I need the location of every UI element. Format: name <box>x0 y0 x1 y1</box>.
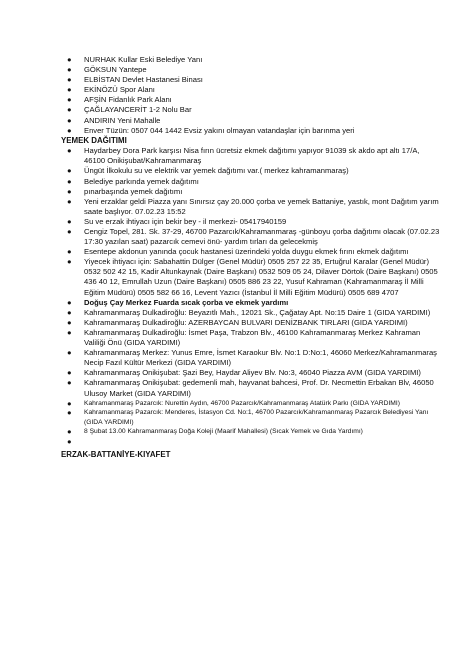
bullet-icon: ● <box>67 227 72 236</box>
bullet-icon: ● <box>67 176 72 186</box>
bullet-icon: ● <box>67 95 72 105</box>
list-item: ● AFŞİN Fidanlık Park Alanı <box>67 95 172 105</box>
bullet-icon: ● <box>67 408 72 418</box>
bullet-icon: ● <box>67 297 72 307</box>
bullet-icon: ● <box>67 55 72 64</box>
list-item: ● GÖKSUN Yantepe <box>67 65 147 75</box>
bullet-icon: ● <box>67 436 72 446</box>
list-item: ● Belediye parkında yemek dağıtımı <box>67 176 199 186</box>
bullet-icon: ● <box>67 378 72 388</box>
yemek-list <box>56 146 440 446</box>
list-item: ● Kahramanmaraş Onikişubat: Şazi Bey, Haydar Aliyev Blv. No:3, 46040 Piazza AVM (GIDA YARDIMI) <box>67 368 421 378</box>
bullet-icon: ● <box>67 146 72 156</box>
list-item: ● Esentepe akdonun yanında çocuk hastanesi üzerindeki yolda duygu ekmek fırını ekmek dağıtımı <box>67 247 409 257</box>
list-item: ● ÇAĞLAYANCERİT 1-2 Nolu Bar <box>67 105 192 115</box>
list-item: ● Doğuş Çay Merkez Fuarda sıcak çorba ve ekmek yardımı <box>67 297 289 307</box>
list-item: ● ANDIRIN Yeni Mahalle <box>67 115 161 125</box>
list-item: ● Kahramanmaraş Pazarcık: Nurettin Aydın, 46700 Pazarcık/Kahramanmaraş Atatürk Parkı (GIDA YARDIMI) <box>67 398 400 408</box>
list-item: ● Kahramanmaraş Dulkadiroğlu: Beyazıtlı Mah., 12021 Sk., Çağatay Apt. No:15 Daire 1 (GIDA YARDIMI) <box>67 307 431 317</box>
bullet-icon: ● <box>67 368 72 378</box>
list-item: ● 8 Şubat 13.00 Kahramanmaraş Doğa Koleji (Maarif Mahallesi) (Sıcak Yemek ve Gıda Yardımı) <box>67 427 363 437</box>
bullet-icon: ● <box>67 85 72 95</box>
list-item: ● EKİNÖZÜ Spor Alanı <box>67 85 155 95</box>
bullet-icon: ● <box>67 257 72 267</box>
bullet-icon: ● <box>67 317 72 327</box>
bullet-icon: ● <box>67 348 72 358</box>
list-item: ● Yiyecek ihtiyacı için: Sabahattin Dülger (Genel Müdür) 0505 257 22 35, Ertuğrul Karalar (Genel Müdür) 0532 502 42 15, Kadir Altunkaynak (Daire Başkanı) 0532 509 05 24, Dilaver Dörtok (Daire Başkanı) 0505 436 40 12, Emrullah Uzun (Daire Başkanı) 0505 886 23 22, Yusuf Kahraman (Kahramanmaraş İl Milli Eğitim Müdürü) 0505 582 66 16, Levent Yazıcı (İstanbul İl Milli Eğitim Müdürü) 0505 689 4707 <box>67 257 438 297</box>
bullet-icon: ● <box>67 196 72 206</box>
bullet-icon: ● <box>67 307 72 317</box>
bullet-icon: ● <box>67 75 72 85</box>
bullet-icon: ● <box>67 105 72 115</box>
list-item: ● Yeni erzaklar geldi Piazza yanı Sınırsız çay 20.000 çorba ve yemek Battaniye, yastık, mont Dağıtım yarım saate başlıyor. 07.02.23 15:52 <box>67 196 439 216</box>
list-item: ● Kahramanmaraş Onikişubat: gedemenli mah, hayvanat bahcesi, Prof. Dr. Necmettin Erbakan Blv, 46050 Ulusoy Market (GIDA YARDIMI) <box>67 378 434 398</box>
bullet-icon: ● <box>67 327 72 337</box>
bullet-icon: ● <box>67 65 72 75</box>
bullet-icon: ● <box>67 125 72 135</box>
list-item: ● Üngüt İlkokulu su ve elektrik var yemek dağıtımı var.( merkez kahramanmaraş) <box>67 166 349 176</box>
list-item: ● NURHAK Kullar Eski Belediye Yanı <box>67 55 203 64</box>
list-item: ● Kahramanmaraş Dulkadiroğlu: AZERBAYCAN BULVARI DENİZBANK TIRLARI (GIDA YARDIMI) <box>67 317 408 327</box>
list-item: ● ELBİSTAN Devlet Hastanesi Binası <box>67 75 203 85</box>
list-item: ● Su ve erzak ihtiyacı için bekir bey - il merkezi- 05417940159 <box>67 216 287 226</box>
section-heading-yemek: YEMEK DAĞITIMI <box>61 135 127 145</box>
bullet-icon: ● <box>67 398 72 408</box>
bullet-icon: ● <box>67 427 72 437</box>
list-item: ● Kahramanmaraş Dulkadiroğlu: İsmet Paşa, Trabzon Blv., 46100 Kahramanmaraş Merkez Kahraman Valiliği Önü (GIDA YARDIMI) <box>67 327 421 348</box>
bullet-icon: ● <box>67 186 72 196</box>
bullet-icon: ● <box>67 247 72 257</box>
bullet-icon: ● <box>67 115 72 125</box>
section-heading-erzak: ERZAK-BATTANİYE-KIYAFET <box>61 449 171 459</box>
bullet-icon: ● <box>67 166 72 176</box>
list-item: ● Cengiz Topel, 281. Sk. 37-29, 46700 Pazarcık/Kahramanmaraş -günboyu çorba dağıtımı olacak (07.02.23 17:30 yazılan saat) pazarcık cemevi önü- yardım tırları da gelecekmiş <box>67 227 440 247</box>
list-item: ● Kahramanmaraş Merkez: Yunus Emre, İsmet Karaokur Blv. No:1 D:No:1, 46060 Merkez/Kahramanmaraş Necip Fazıl Kültür Merkezi (GIDA YARDIMI) <box>67 348 437 368</box>
list-item: ● Enver Tüzün: 0507 044 1442 Evsiz yakını olmayan vatandaşlar için barınma yeri <box>67 125 355 135</box>
list-item: ● Haydarbey Dora Park karşısı Nisa fırın ücretsiz ekmek dağıtımı yapıyor 91039 sk akdo apt altı 17/A, 46100 Onikişubat/Kahramanmaraş <box>67 146 420 166</box>
list-item: ● pınarbaşında yemek dağıtımı <box>67 186 183 196</box>
empty-list-item <box>56 437 440 447</box>
bullet-icon: ● <box>67 216 72 226</box>
top-location-list <box>56 55 440 136</box>
list-item: ● Kahramanmaraş Pazarcık: Menderes, İstasyon Cd. No:1, 46700 Pazarcık/Kahramanmaraş Pazarcık Belediyesi Yanı (GIDA YARDIMI) <box>67 408 429 426</box>
